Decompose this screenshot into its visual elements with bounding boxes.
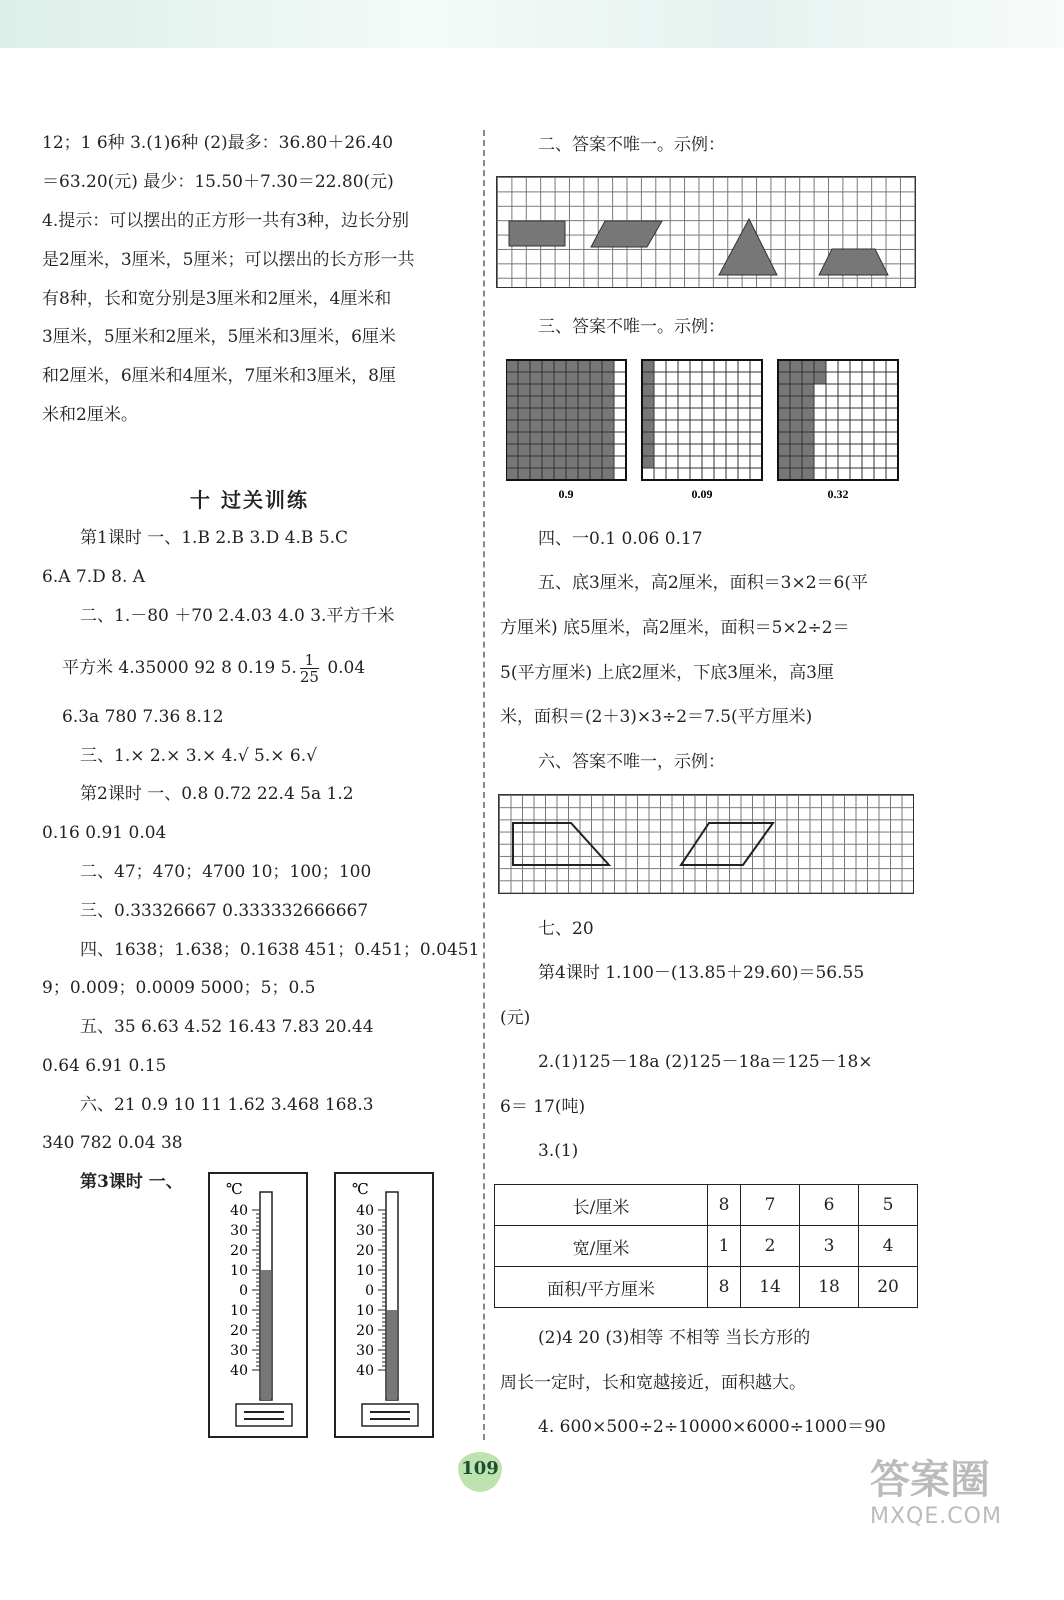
grid-label: 0.32 [827, 487, 849, 501]
table-row-label: 长/厘米 [495, 1185, 708, 1226]
lesson2-line: 0.16 0.91 0.04 [42, 823, 167, 843]
shaded-cell [554, 432, 566, 444]
shaded-cell [790, 360, 802, 372]
shaded-cell [778, 372, 790, 384]
shaded-cell [542, 432, 554, 444]
shaded-cell [802, 396, 814, 408]
thermometer-2 [334, 1172, 434, 1438]
q5-line: 米，面积＝(2＋3)×3÷2＝7.5(平方厘米) [500, 707, 813, 727]
shaded-cell [590, 360, 602, 372]
shaded-cell [602, 468, 614, 480]
trapezoid-shape [819, 249, 888, 275]
shaded-cell [542, 384, 554, 396]
shaded-cell [518, 456, 530, 468]
q5-line: 五、底3厘米，高2厘米，面积＝3×2＝6(平 [538, 573, 868, 593]
shaded-cell [790, 408, 802, 420]
fraction-line-after: 0.04 [321, 658, 366, 678]
mercury-column [261, 1270, 271, 1400]
shaded-cell [602, 372, 614, 384]
tick-label: 20 [356, 1323, 374, 1339]
shaded-cell [506, 444, 518, 456]
lesson4-line: 2.(1)125－18a (2)125－18a＝125－18× [538, 1052, 873, 1072]
shaded-cell [590, 384, 602, 396]
shaded-cell [790, 456, 802, 468]
lesson2-line: 9；0.009；0.0009 5000；5；0.5 [42, 978, 316, 998]
shaded-cell [602, 384, 614, 396]
shaded-cell [542, 444, 554, 456]
shaded-cell [530, 456, 542, 468]
shaded-cell [602, 360, 614, 372]
shaded-cell [578, 456, 590, 468]
fraction-denominator: 25 [299, 668, 319, 686]
shaded-cell [602, 444, 614, 456]
shaded-cell [566, 456, 578, 468]
shaded-cell [518, 444, 530, 456]
shaded-cell [578, 396, 590, 408]
shaded-cell [802, 456, 814, 468]
triangle-shape [719, 219, 777, 275]
shaded-cell [518, 372, 530, 384]
grid-label: 0.9 [558, 487, 574, 501]
lesson3-label: 第3课时 一、 [80, 1172, 183, 1192]
thermometer-1-graphic [210, 1174, 306, 1436]
table-cell: 7 [741, 1185, 800, 1226]
shaded-cell [506, 456, 518, 468]
shaded-cell [790, 468, 802, 480]
shaded-cell [642, 360, 654, 372]
shaded-cell [778, 432, 790, 444]
shaded-cell [790, 396, 802, 408]
parallelogram-outline [681, 823, 773, 865]
answer-line: 和2厘米，6厘米和4厘米，7厘米和3厘米，8厘 [42, 366, 396, 386]
shaded-cell [602, 396, 614, 408]
table-row [495, 1267, 918, 1308]
answer-line: ＝63.20(元) 最少：15.50＋7.30＝22.80(元) [42, 172, 394, 192]
answer-line: 4.提示：可以摆出的正方形一共有3种，边长分别 [42, 211, 410, 231]
shaded-cell [566, 468, 578, 480]
thermometer-base [236, 1404, 292, 1426]
answer-line: 3厘米，5厘米和2厘米，5厘米和3厘米，6厘米 [42, 327, 396, 347]
shaded-cell [554, 468, 566, 480]
shaded-cell [642, 396, 654, 408]
lesson2-line: 六、21 0.9 10 11 1.62 3.468 168.3 [80, 1095, 374, 1115]
tick-label: 10 [356, 1263, 374, 1279]
shaded-cell [554, 396, 566, 408]
shaded-cell [506, 408, 518, 420]
tick-label: 10 [356, 1303, 374, 1319]
shaded-cell [530, 444, 542, 456]
grid-label: 0.09 [691, 487, 713, 501]
shaded-cell [790, 420, 802, 432]
watermark-url: MXQE.COM [870, 1504, 1002, 1529]
lesson4-line: 6＝ 17(吨) [500, 1097, 586, 1117]
shaded-cell [554, 384, 566, 396]
shaded-cell [566, 372, 578, 384]
fraction [300, 652, 319, 685]
shaded-cell [506, 420, 518, 432]
table-row [495, 1226, 918, 1267]
shaded-cell [802, 444, 814, 456]
table-cell: 4 [859, 1226, 918, 1267]
shaded-cell [778, 384, 790, 396]
shaded-cell [530, 384, 542, 396]
shaded-cell [802, 420, 814, 432]
table-row [495, 1185, 918, 1226]
lesson1-line: 6.3a 780 7.36 8.12 [62, 707, 224, 727]
shaded-cell [802, 360, 814, 372]
shaded-cell [506, 360, 518, 372]
shaded-cell [642, 444, 654, 456]
tick-label: 30 [230, 1223, 248, 1239]
shaded-cell [518, 468, 530, 480]
shaded-cell [642, 372, 654, 384]
answer-table [494, 1184, 918, 1308]
lesson2-line: 四、1638；1.638；0.1638 451；0.451；0.0451 [80, 940, 480, 960]
shaded-cell [578, 420, 590, 432]
shaded-cell [578, 444, 590, 456]
tick-label: 30 [356, 1223, 374, 1239]
shaded-cell [642, 432, 654, 444]
shaded-cell [578, 432, 590, 444]
shaded-cell [566, 432, 578, 444]
shaded-cell [554, 408, 566, 420]
tick-label: 20 [356, 1243, 374, 1259]
shaded-cell [518, 420, 530, 432]
tick-label: 20 [230, 1323, 248, 1339]
shaded-cell [778, 360, 790, 372]
shaded-cell [566, 384, 578, 396]
shaded-cell [506, 396, 518, 408]
shaded-cell [542, 396, 554, 408]
lesson2-line: 二、47；470；4700 10；100；100 [80, 862, 372, 882]
shaded-cell [590, 432, 602, 444]
shaded-cell [802, 468, 814, 480]
after-table-line: 4. 600×500÷2÷10000×6000÷1000＝90 [538, 1417, 886, 1437]
shaded-cell [542, 420, 554, 432]
tick-label: 10 [230, 1303, 248, 1319]
shaded-cell [778, 408, 790, 420]
shaded-cell [506, 384, 518, 396]
lesson2-line: 三、0.33326667 0.333332666667 [80, 901, 369, 921]
shaded-cell [778, 468, 790, 480]
shaded-cell [518, 384, 530, 396]
shaded-cell [518, 396, 530, 408]
tick-label: 40 [230, 1363, 248, 1379]
tick-label: 0 [239, 1283, 248, 1299]
shaded-cell [590, 444, 602, 456]
lesson2-line: 0.64 6.91 0.15 [42, 1056, 167, 1076]
shaded-cell [790, 372, 802, 384]
shaded-cell [790, 432, 802, 444]
lesson1-line: 三、1.× 2.× 3.× 4.√ 5.× 6.√ [80, 746, 317, 766]
shaded-cell [530, 420, 542, 432]
shaded-cell [590, 456, 602, 468]
shaded-cell [642, 456, 654, 468]
shaded-cell [530, 432, 542, 444]
mercury-column [387, 1310, 397, 1400]
q3-decimal-grids [506, 358, 910, 508]
after-table-line: (2)4 20 (3)相等 不相等 当长方形的 [538, 1328, 811, 1348]
table-cell: 20 [859, 1267, 918, 1308]
top-decoration-band [0, 0, 1064, 48]
unit-label: ℃ [352, 1180, 369, 1198]
q5-line: 5(平方厘米) 上底2厘米，下底3厘米，高3厘 [500, 663, 834, 683]
trapezoid-outline [513, 823, 609, 865]
shaded-cell [802, 432, 814, 444]
shaded-cell [530, 468, 542, 480]
shaded-cell [578, 372, 590, 384]
q6-shapes [499, 795, 913, 893]
shaded-cell [642, 408, 654, 420]
shaded-cell [790, 384, 802, 396]
table-cell: 8 [708, 1185, 741, 1226]
q2-label: 二、答案不唯一。示例： [538, 135, 725, 155]
shaded-cell [790, 444, 802, 456]
q4-answer: 四、一0.1 0.06 0.17 [538, 529, 703, 549]
answer-line: 是2厘米，3厘米，5厘米；可以摆出的长方形一共 [42, 250, 415, 270]
shaded-cell [578, 384, 590, 396]
table-cell: 14 [741, 1267, 800, 1308]
column-divider [483, 130, 485, 1440]
tick-label: 10 [230, 1263, 248, 1279]
shaded-cell [602, 432, 614, 444]
unit-label: ℃ [226, 1180, 243, 1198]
shaded-cell [778, 420, 790, 432]
lesson4-line: 3.(1) [538, 1141, 579, 1161]
tick-label: 0 [365, 1283, 374, 1299]
shaded-cell [590, 372, 602, 384]
shaded-cell [566, 408, 578, 420]
shaded-cell [542, 372, 554, 384]
shaded-cell [602, 420, 614, 432]
lesson2-line: 第2课时 一、0.8 0.72 22.4 5a 1.2 [80, 784, 354, 804]
q2-grid [496, 176, 916, 288]
lesson2-line: 340 782 0.04 38 [42, 1133, 183, 1153]
shaded-cell [518, 360, 530, 372]
shaded-cell [602, 408, 614, 420]
shaded-cell [778, 444, 790, 456]
watermark [870, 1456, 1002, 1529]
lesson1-line: 6.A 7.D 8. A [42, 567, 146, 587]
shaded-cell [554, 360, 566, 372]
shaded-cell [542, 408, 554, 420]
answer-line: 有8种，长和宽分别是3厘米和2厘米，4厘米和 [42, 289, 392, 309]
table-cell: 8 [708, 1267, 741, 1308]
lesson4-line: (元) [500, 1008, 531, 1028]
shaded-cell [590, 396, 602, 408]
thermometer-base [362, 1404, 418, 1426]
thermometer-2-graphic [336, 1174, 432, 1436]
table-cell: 2 [741, 1226, 800, 1267]
answer-line: 12；1 6种 3.(1)6种 (2)最多：36.80＋26.40 [42, 133, 394, 153]
q3-label: 三、答案不唯一。示例： [538, 317, 725, 337]
watermark-logo: 答案圈 [870, 1457, 990, 1503]
q5-line: 方厘米) 底5厘米，高2厘米，面积＝5×2÷2＝ [500, 618, 850, 638]
after-table-line: 周长一定时，长和宽越接近，面积越大。 [500, 1373, 806, 1393]
shaded-cell [814, 360, 826, 372]
section-title: 十 过关训练 [190, 488, 309, 512]
shaded-cell [554, 456, 566, 468]
shaded-cell [642, 420, 654, 432]
page-number: 109 [458, 1452, 502, 1492]
lesson1-line: 第1课时 一、1.B 2.B 3.D 4.B 5.C [80, 528, 349, 548]
shaded-cell [778, 396, 790, 408]
shaded-cell [518, 432, 530, 444]
shaded-cell [554, 420, 566, 432]
shaded-cell [542, 360, 554, 372]
shaded-cell [802, 384, 814, 396]
shaded-cell [814, 372, 826, 384]
shaded-cell [578, 468, 590, 480]
tick-label: 30 [356, 1343, 374, 1359]
shaded-cell [578, 360, 590, 372]
shaded-cell [778, 456, 790, 468]
tick-label: 20 [230, 1243, 248, 1259]
table-cell: 6 [800, 1185, 859, 1226]
tick-label: 40 [356, 1363, 374, 1379]
shaded-cell [506, 432, 518, 444]
shaded-cell [530, 396, 542, 408]
shaded-cell [802, 372, 814, 384]
table-row-label: 面积/平方厘米 [495, 1267, 708, 1308]
table-cell: 5 [859, 1185, 918, 1226]
shaded-cell [506, 372, 518, 384]
shaded-cell [602, 456, 614, 468]
shaded-cell [554, 372, 566, 384]
shaded-cell [542, 468, 554, 480]
table-cell: 1 [708, 1226, 741, 1267]
table-row-label: 宽/厘米 [495, 1226, 708, 1267]
shaded-cell [530, 360, 542, 372]
rectangle-shape [509, 221, 565, 246]
shaded-cell [590, 408, 602, 420]
shaded-cell [506, 468, 518, 480]
shaded-cell [530, 408, 542, 420]
answer-line: 米和2厘米。 [42, 405, 138, 425]
shaded-cell [566, 444, 578, 456]
shaded-cell [578, 408, 590, 420]
shaded-cell [566, 420, 578, 432]
shaded-cell [542, 456, 554, 468]
thermometer-1 [208, 1172, 308, 1438]
tick-label: 40 [230, 1203, 248, 1219]
tick-label: 30 [230, 1343, 248, 1359]
shaded-cell [554, 444, 566, 456]
table-cell: 3 [800, 1226, 859, 1267]
shaded-cell [518, 408, 530, 420]
tick-label: 40 [356, 1203, 374, 1219]
lesson4-line: 第4课时 1.100－(13.85＋29.60)＝56.55 [538, 963, 865, 983]
table-cell: 18 [800, 1267, 859, 1308]
shaded-cell [590, 468, 602, 480]
fraction-numerator: 1 [304, 651, 315, 669]
shaded-cell [566, 396, 578, 408]
lesson1-line: 二、1.－80 ＋70 2.4.03 4.0 3.平方千米 [80, 606, 395, 626]
shaded-cell [566, 360, 578, 372]
q6-grid [498, 794, 914, 894]
shaded-cell [590, 420, 602, 432]
shaded-cell [642, 384, 654, 396]
fraction-line [62, 650, 365, 686]
q2-shapes [497, 177, 915, 287]
q6-label: 六、答案不唯一，示例： [538, 752, 725, 772]
shaded-cell [530, 372, 542, 384]
lesson2-line: 五、35 6.63 4.52 16.43 7.83 20.44 [80, 1017, 374, 1037]
parallelogram-shape [591, 221, 662, 247]
q7-answer: 七、20 [538, 919, 594, 939]
shaded-cell [802, 408, 814, 420]
fraction-line-before: 平方米 4.35000 92 8 0.19 5. [62, 658, 297, 678]
